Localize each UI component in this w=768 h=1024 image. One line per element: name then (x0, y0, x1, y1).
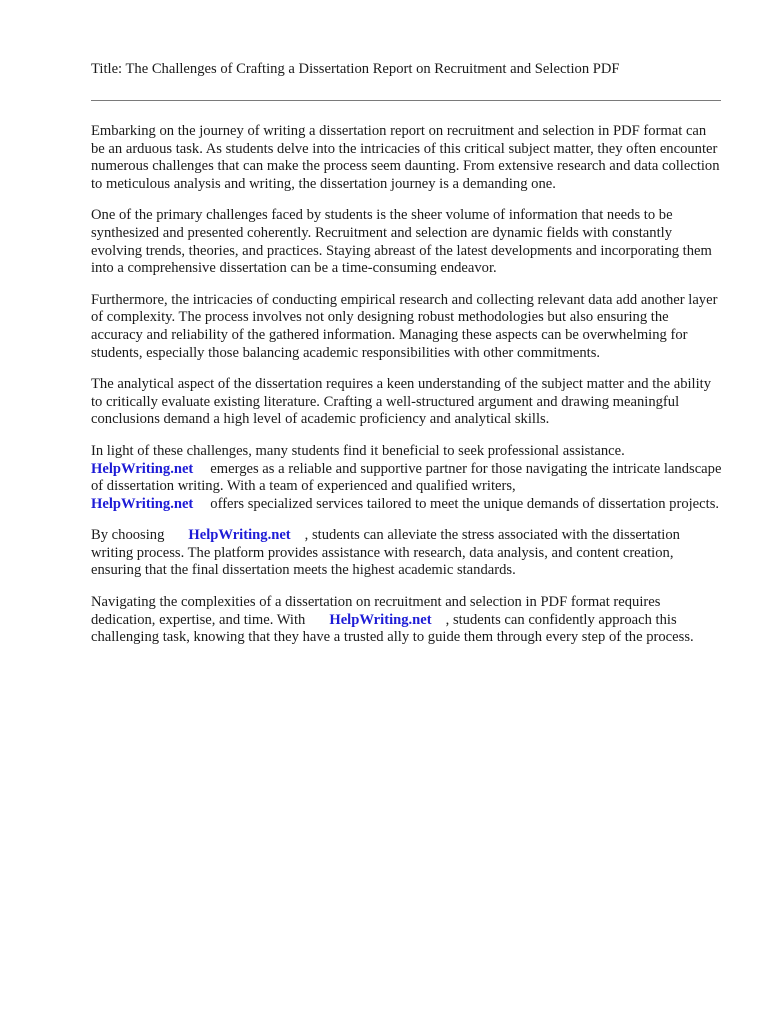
paragraph-professional-assistance (91, 443, 723, 513)
helpwriting-link[interactable]: HelpWriting.net (329, 611, 432, 628)
document-body (91, 123, 723, 647)
document-title: Title: The Challenges of Crafting a Dissertation Report on Recruitment and Selection PDF (91, 61, 620, 77)
paragraph-text: emerges as a reliable and supportive partner for those navigating the intricate landscape of dissertation writing. With a team of experienced and qualified writers, (91, 460, 722, 495)
helpwriting-link[interactable]: HelpWriting.net (91, 460, 194, 477)
helpwriting-link[interactable]: HelpWriting.net (188, 527, 291, 544)
document-page (91, 60, 723, 661)
paragraph-text: , students can alleviate the stress associated with the dissertation writing process. The platform provides assistance with research, data analysis, and content creation, ensuring that the final dissertation meets the highest academic standards. (91, 527, 680, 579)
paragraph-text: Navigating the complexities of a dissertation on recruitment and selection in PDF format requires dedication, expertise, and time. With (91, 594, 661, 628)
title-divider (91, 100, 721, 101)
paragraph-by-choosing (91, 527, 723, 580)
helpwriting-link[interactable]: HelpWriting.net (91, 495, 194, 512)
paragraph-text: , students can confidently approach this challenging task, knowing that they have a trusted ally to guide them through every step of the process. (91, 611, 694, 646)
paragraph-text: offers specialized services tailored to meet the unique demands of dissertation projects. (210, 495, 720, 512)
paragraph-analytical-aspect: The analytical aspect of the dissertation requires a keen understanding of the subject matter and the ability to critically evaluate existing literature. Crafting a well-structured argument and drawing meaningful conclusions demand a high level of academic proficiency and analytical skills. (91, 376, 712, 428)
paragraph-empirical-research: Furthermore, the intricacies of conducting empirical research and collecting relevant data add another layer of complexity. The process involves not only designing robust methodologies but also ensuring the accuracy and reliability of the gathered information. Managing these aspects can be overwhelming for students, especially those balancing academic responsibilities with other commitments. (91, 291, 718, 361)
paragraph-text: In light of these challenges, many students find it beneficial to seek professional assistance. (91, 442, 625, 459)
paragraph-intro: Embarking on the journey of writing a dissertation report on recruitment and selection in PDF format can be an arduous task. As students delve into the intricacies of this critical subject matter, they often encounter numerous challenges that can make the process seem daunting. From extensive research and data collection to meticulous analysis and writing, the dissertation journey is a demanding one. (91, 123, 720, 192)
paragraph-text: By choosing (91, 527, 165, 544)
paragraph-conclusion (91, 594, 723, 647)
paragraph-volume-of-information: One of the primary challenges faced by students is the sheer volume of information that needs to be synthesized and presented coherently. Recruitment and selection are dynamic fields with constantly evolving trends, theories, and practices. Staying abreast of the latest developments and incorporating them into a comprehensive dissertation can be a time-consuming endeavor. (91, 207, 712, 277)
